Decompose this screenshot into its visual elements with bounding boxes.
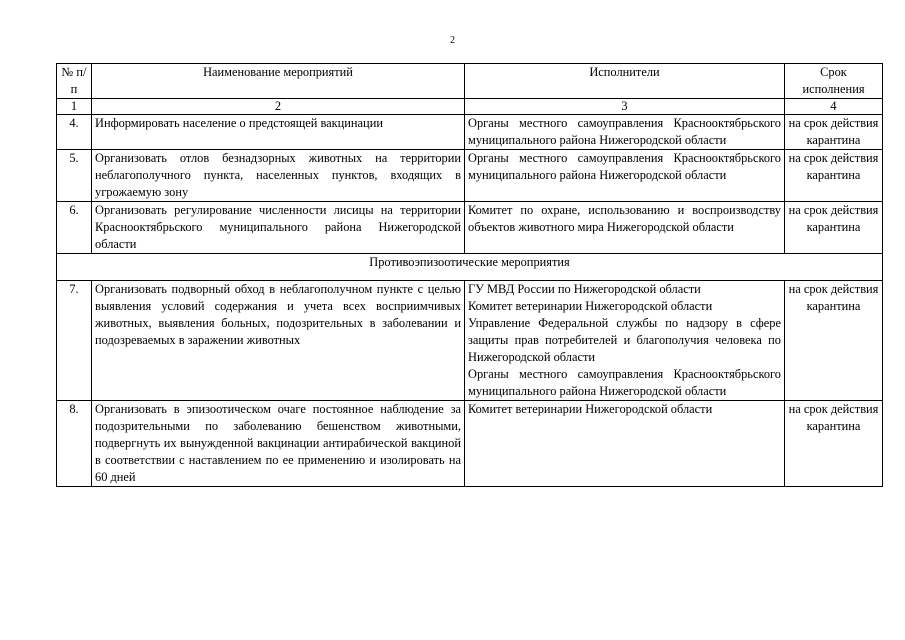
executor-item: ГУ МВД России по Нижегородской области [468, 282, 701, 296]
section-row [57, 254, 883, 281]
row-number: 8. [57, 401, 92, 487]
section-title: Противоэпизоотические мероприятия [57, 254, 883, 281]
table-row [57, 202, 883, 254]
header-term: Срок исполнения [785, 64, 883, 99]
row-number: 7. [57, 281, 92, 401]
measure-name: Организовать регулирование численности лисицы на территории Краснооктябрьского муниципального района Нижегородской области [92, 202, 465, 254]
row-number: 6. [57, 202, 92, 254]
measure-name: Организовать подворный обход в неблагополучном пункте с целью выявления условий содержания и учета всех восприимчивых животных, выявления больных, подозрительных в заболевании и подозреваемых в заражении животных [92, 281, 465, 401]
table-header-row [57, 64, 883, 99]
measure-name: Информировать население о предстоящей вакцинации [92, 115, 465, 150]
measure-name: Организовать в эпизоотическом очаге постоянное наблюдение за подозрительными по заболеванию бешенством животными, подвергнуть их вынужденной вакцинации антирабической вакциной в соответствии с наставлением по ее применению и изолировать на 60 дней [92, 401, 465, 487]
header-executors: Исполнители [465, 64, 785, 99]
table-row [57, 150, 883, 202]
measures-table [56, 63, 883, 487]
term: на срок действия карантина [785, 202, 883, 254]
table-row [57, 115, 883, 150]
column-index-row [57, 99, 883, 115]
executors [465, 401, 785, 487]
term: на срок действия карантина [785, 401, 883, 487]
executor-item: Комитет по охране, использованию и воспроизводству объектов животного мира Нижегородской области [468, 203, 781, 234]
measure-name: Организовать отлов безнадзорных животных на территории неблагополучного пункта, населенных пунктов, входящих в угрожаемую зону [92, 150, 465, 202]
header-num: № п/п [57, 64, 92, 99]
executors [465, 281, 785, 401]
term: на срок действия карантина [785, 281, 883, 401]
executor-item: Комитет ветеринарии Нижегородской области [468, 299, 713, 313]
row-number: 5. [57, 150, 92, 202]
column-index: 3 [465, 99, 785, 115]
page-number: 2 [450, 35, 455, 46]
table-row [57, 281, 883, 401]
term: на срок действия карантина [785, 150, 883, 202]
executors [465, 150, 785, 202]
term: на срок действия карантина [785, 115, 883, 150]
column-index: 4 [785, 99, 883, 115]
header-name: Наименование мероприятий [92, 64, 465, 99]
executor-item: Органы местного самоуправления Краснооктябрьского муниципального района Нижегородской области [468, 116, 781, 147]
executor-item: Управление Федеральной службы по надзору в сфере защиты прав потребителей и благополучия человека по Нижегородской области [468, 316, 781, 364]
row-number: 4. [57, 115, 92, 150]
executors [465, 202, 785, 254]
executor-item: Органы местного самоуправления Краснооктябрьского муниципального района Нижегородской области [468, 151, 781, 182]
column-index: 2 [92, 99, 465, 115]
executors [465, 115, 785, 150]
executor-item: Комитет ветеринарии Нижегородской области [468, 402, 713, 416]
executor-item: Органы местного самоуправления Краснооктябрьского муниципального района Нижегородской области [468, 367, 781, 398]
table-row [57, 401, 883, 487]
column-index: 1 [57, 99, 92, 115]
